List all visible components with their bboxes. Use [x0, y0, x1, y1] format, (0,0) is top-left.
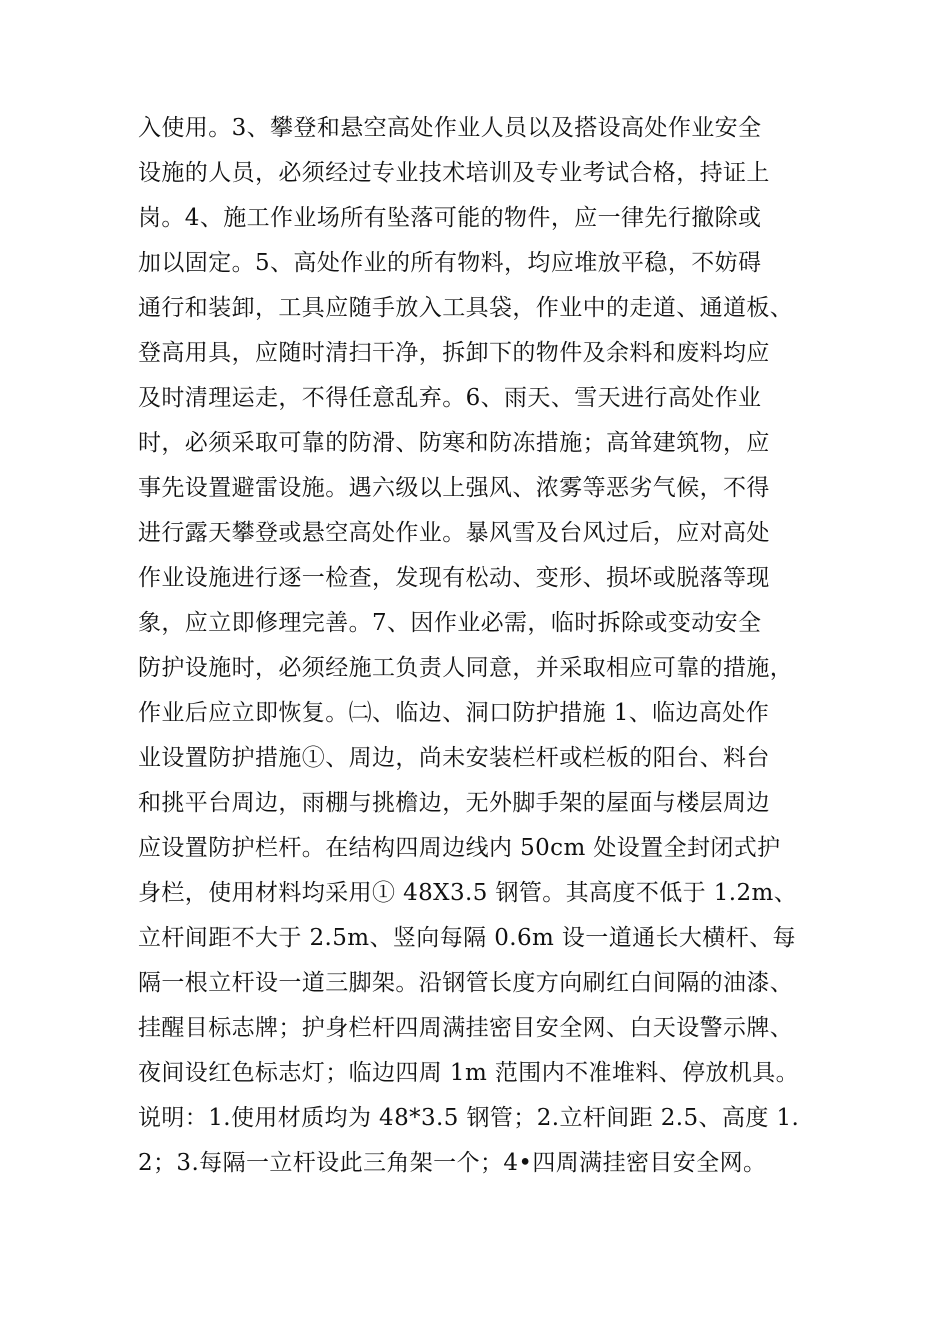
text-line: 业设置防护措施①、周边，尚未安装栏杆或栏板的阳台、料台	[138, 745, 770, 771]
text-line: 2；3.每隔一立杆设此三角架一个；4•四周满挂密目安全网。	[138, 1150, 767, 1176]
text-line: 和挑平台周边，雨棚与挑檐边，无外脚手架的屋面与楼层周边	[138, 790, 770, 816]
text-line: 说明：1.使用材质均为 48*3.5 钢管；2.立杆间距 2.5、高度 1.	[138, 1105, 800, 1131]
text-line: 进行露天攀登或悬空高处作业。暴风雪及台风过后，应对高处	[138, 520, 770, 546]
text-line: 隔一根立杆设一道三脚架。沿钢管长度方向刷红白间隔的油漆、	[138, 970, 794, 996]
text-line: 时，必须采取可靠的防滑、防寒和防冻措施；高耸建筑物，应	[138, 430, 770, 456]
text-line: 登高用具，应随时清扫干净，拆卸下的物件及余料和废料均应	[138, 340, 770, 366]
text-line: 通行和装卸，工具应随手放入工具袋，作业中的走道、通道板、	[138, 295, 794, 321]
text-line: 象，应立即修理完善。7、因作业必需，临时拆除或变动安全	[138, 610, 762, 636]
text-line: 立杆间距不大于 2.5m、竖向每隔 0.6m 设一道通长大横杆、每	[138, 925, 796, 951]
text-line: 及时清理运走，不得任意乱弃。6、雨天、雪天进行高处作业	[138, 385, 762, 411]
text-line: 岗。4、施工作业场所有坠落可能的物件，应一律先行撤除或	[138, 205, 762, 231]
body-text	[138, 106, 838, 1186]
text-line: 作业后应立即恢复。㈡、临边、洞口防护措施 1、临边高处作	[138, 700, 770, 726]
text-line: 设施的人员，必须经过专业技术培训及专业考试合格，持证上	[138, 160, 770, 186]
text-line: 加以固定。5、高处作业的所有物料，均应堆放平稳，不妨碍	[138, 250, 762, 276]
text-line: 身栏，使用材料均采用① 48X3.5 钢管。其高度不低于 1.2m、	[138, 880, 798, 906]
text-line: 应设置防护栏杆。在结构四周边线内 50cm 处设置全封闭式护	[138, 835, 781, 861]
text-line: 挂醒目标志牌；护身栏杆四周满挂密目安全网、白天设警示牌、	[138, 1015, 794, 1041]
text-line: 事先设置避雷设施。遇六级以上强风、浓雾等恶劣气候，不得	[138, 475, 770, 501]
text-line: 作业设施进行逐一检查，发现有松动、变形、损坏或脱落等现	[138, 565, 770, 591]
text-line: 夜间设红色标志灯；临边四周 1m 范围内不准堆料、停放机具。	[138, 1060, 800, 1086]
text-line: 防护设施时，必须经施工负责人同意，并采取相应可靠的措施，	[138, 655, 794, 681]
text-line: 入使用。3、攀登和悬空高处作业人员以及搭设高处作业安全	[138, 115, 762, 141]
